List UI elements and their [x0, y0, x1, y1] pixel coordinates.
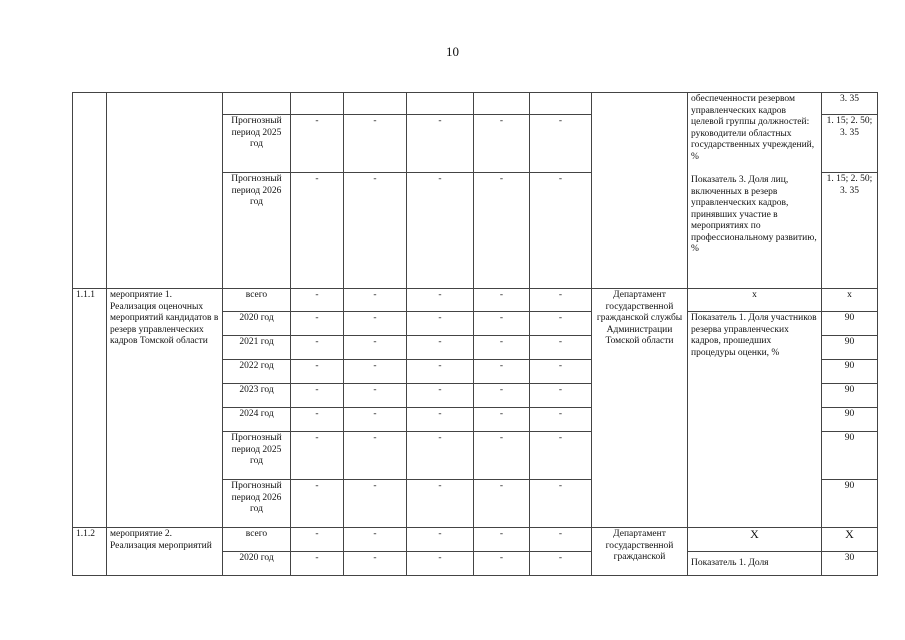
- value-cell: -: [344, 408, 407, 432]
- value-cell: -: [474, 552, 530, 576]
- value-cell: -: [474, 312, 530, 336]
- value-cell: -: [474, 173, 530, 289]
- indicator-value-cell: X: [688, 528, 822, 552]
- target-cell: X: [822, 528, 878, 552]
- indicator-text: Показатель 3. Доля лиц, включенных в резерв управленческих кадров, принявших участие в мероприятиях по профессиональному развитию, %: [691, 175, 817, 254]
- indicator-cell: Показатель 1. Доля участников резерва управленческих кадров, прошедших процедуры оценки, %: [688, 312, 822, 528]
- table-row: [73, 93, 878, 115]
- measure-code: 1.1.1: [73, 289, 107, 528]
- measure-code: 1.1.2: [73, 528, 107, 576]
- value-cell: -: [474, 528, 530, 552]
- department-cell-empty: [592, 93, 688, 289]
- target-cell: 1. 15; 2. 50; 3. 35: [822, 115, 878, 173]
- value-cell: -: [291, 384, 344, 408]
- value-cell: -: [530, 360, 592, 384]
- value-cell: -: [474, 115, 530, 173]
- department-cell: Департамент государственной гражданской службы Администрации Томской области: [592, 289, 688, 528]
- page-number: 10: [446, 44, 459, 59]
- table-row: [73, 289, 878, 312]
- target-cell: х: [822, 289, 878, 312]
- value-cell: -: [344, 480, 407, 528]
- value-cell: -: [474, 360, 530, 384]
- value-cell: -: [530, 289, 592, 312]
- period-cell: всего: [223, 289, 291, 312]
- value-cell: -: [530, 384, 592, 408]
- target-cell: 90: [822, 432, 878, 480]
- value-cell: -: [407, 408, 474, 432]
- period-cell: 2021 год: [223, 336, 291, 360]
- value-cell: -: [407, 115, 474, 173]
- period-cell: [223, 93, 291, 115]
- value-cell: -: [344, 360, 407, 384]
- value-cell: -: [344, 384, 407, 408]
- target-cell: 90: [822, 360, 878, 384]
- value-cell: -: [291, 173, 344, 289]
- value-cell: -: [291, 289, 344, 312]
- period-cell: всего: [223, 528, 291, 552]
- target-cell: 90: [822, 408, 878, 432]
- value-cell: -: [407, 173, 474, 289]
- target-cell: 3. 35: [822, 93, 878, 115]
- target-cell: 30: [822, 552, 878, 576]
- period-cell: 2024 год: [223, 408, 291, 432]
- value-cell: -: [407, 432, 474, 480]
- indicator-cell: Показатель 1. Доля: [688, 552, 822, 576]
- department-cell: Департамент государственной гражданской: [592, 528, 688, 576]
- value-cell: -: [530, 528, 592, 552]
- value-cell: -: [530, 173, 592, 289]
- code-cell-empty: [73, 93, 107, 289]
- program-table: [72, 92, 878, 576]
- value-cell: -: [291, 528, 344, 552]
- value-cell: -: [530, 432, 592, 480]
- value-cell: -: [344, 336, 407, 360]
- value-cell: -: [344, 115, 407, 173]
- value-cell: -: [344, 173, 407, 289]
- value-cell: -: [407, 480, 474, 528]
- target-cell: 90: [822, 336, 878, 360]
- value-cell: -: [291, 115, 344, 173]
- value-cell: -: [530, 408, 592, 432]
- period-cell: Прогнозный период 2025 год: [223, 115, 291, 173]
- table-row: [73, 528, 878, 552]
- value-cell: -: [530, 480, 592, 528]
- value-cell: -: [474, 336, 530, 360]
- value-cell: -: [407, 360, 474, 384]
- value-cell: [291, 93, 344, 115]
- indicator-text: обеспеченности резервом управленческих кадров целевой группы должностей: руководители областных государственных учреждений, %: [691, 94, 815, 162]
- measure-name: мероприятие 2. Реализация мероприятий: [107, 528, 223, 576]
- period-cell: 2023 год: [223, 384, 291, 408]
- value-cell: -: [344, 552, 407, 576]
- value-cell: -: [291, 360, 344, 384]
- indicator-value-cell: х: [688, 289, 822, 312]
- value-cell: -: [530, 336, 592, 360]
- name-cell-empty: [107, 93, 223, 289]
- value-cell: [530, 93, 592, 115]
- value-cell: -: [291, 480, 344, 528]
- measure-name: мероприятие 1. Реализация оценочных мероприятий кандидатов в резерв управленческих кадров Томской области: [107, 289, 223, 528]
- value-cell: -: [407, 336, 474, 360]
- value-cell: -: [344, 528, 407, 552]
- target-cell: 90: [822, 312, 878, 336]
- value-cell: -: [344, 289, 407, 312]
- value-cell: -: [474, 384, 530, 408]
- value-cell: -: [530, 312, 592, 336]
- value-cell: -: [291, 432, 344, 480]
- value-cell: -: [407, 552, 474, 576]
- target-cell: 90: [822, 384, 878, 408]
- value-cell: -: [474, 408, 530, 432]
- value-cell: -: [291, 336, 344, 360]
- period-cell: Прогнозный период 2026 год: [223, 480, 291, 528]
- value-cell: -: [474, 289, 530, 312]
- value-cell: [344, 93, 407, 115]
- value-cell: -: [474, 480, 530, 528]
- value-cell: -: [407, 528, 474, 552]
- period-cell: Прогнозный период 2026 год: [223, 173, 291, 289]
- value-cell: -: [530, 552, 592, 576]
- value-cell: -: [291, 552, 344, 576]
- value-cell: -: [344, 312, 407, 336]
- value-cell: -: [291, 312, 344, 336]
- value-cell: -: [407, 289, 474, 312]
- value-cell: -: [291, 408, 344, 432]
- value-cell: -: [407, 312, 474, 336]
- period-cell: 2020 год: [223, 312, 291, 336]
- period-cell: 2020 год: [223, 552, 291, 576]
- target-cell: 1. 15; 2. 50; 3. 35: [822, 173, 878, 289]
- indicator-cell: [688, 93, 822, 289]
- value-cell: [474, 93, 530, 115]
- value-cell: -: [407, 384, 474, 408]
- value-cell: -: [344, 432, 407, 480]
- target-cell: 90: [822, 480, 878, 528]
- value-cell: -: [530, 115, 592, 173]
- period-cell: Прогнозный период 2025 год: [223, 432, 291, 480]
- value-cell: -: [474, 432, 530, 480]
- value-cell: [407, 93, 474, 115]
- period-cell: 2022 год: [223, 360, 291, 384]
